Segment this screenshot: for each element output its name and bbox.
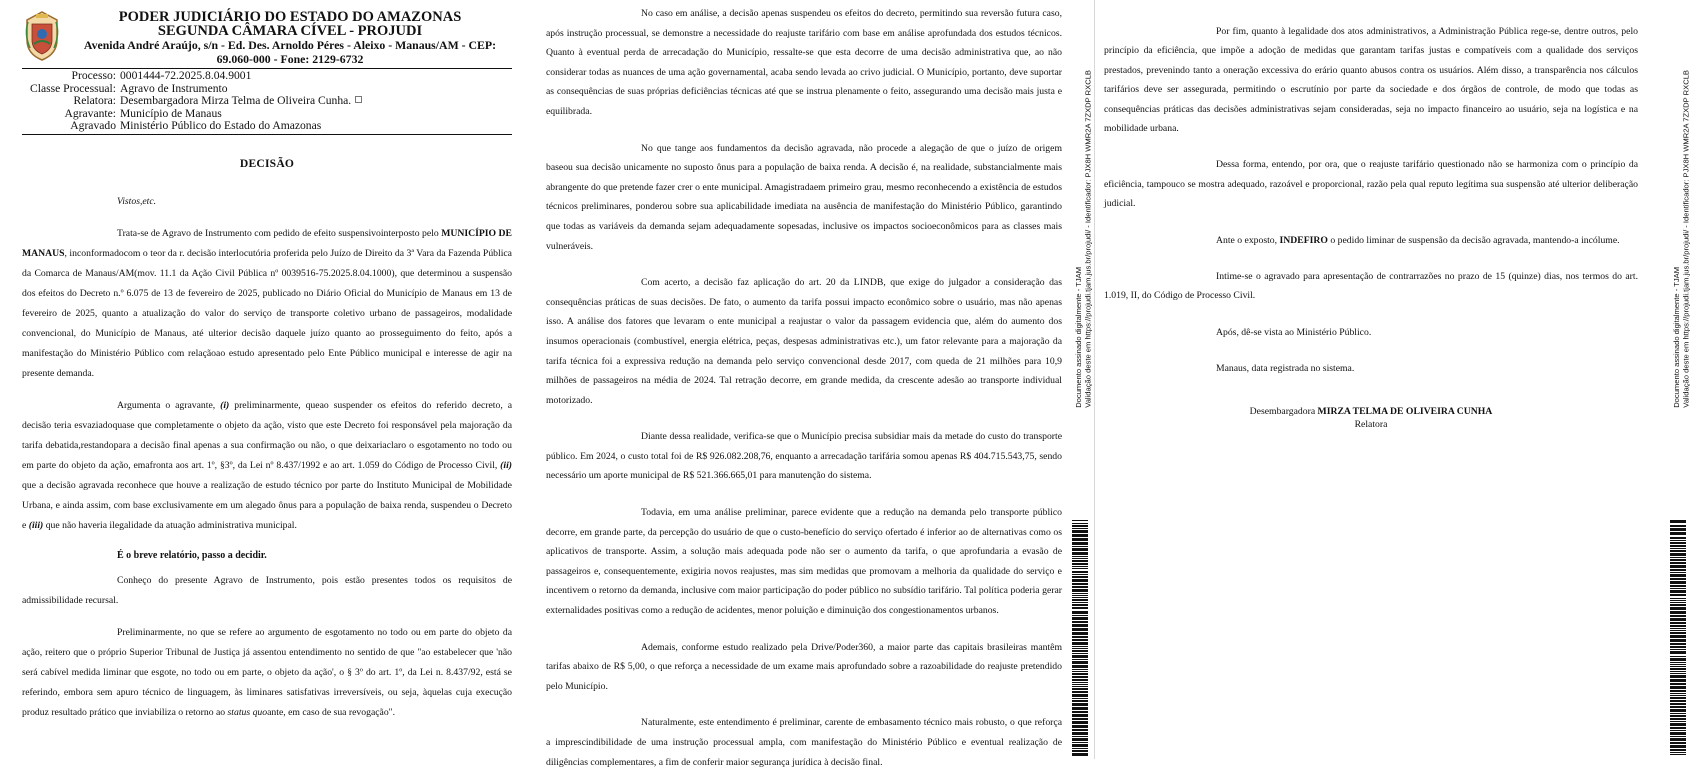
barcode-bar: [1670, 622, 1686, 624]
case-info-value: Agravo de Instrumento: [120, 81, 228, 95]
case-info-row: [22, 95, 512, 108]
barcode-bar: [1072, 721, 1088, 724]
barcode-bar: [1072, 599, 1088, 601]
barcode-bar: [1670, 675, 1686, 678]
amazonas-coat-of-arms-icon: [22, 10, 62, 62]
barcode-bar: [1670, 569, 1686, 571]
barcode-bar: [1670, 562, 1686, 564]
paragraph: Naturalmente, este entendimento é preliminar, carente de embasamento técnico mais robusto, o que reforça a imprescindibilidade de uma instrução processual ampla, com manifestação do Ministério Público e eventual realização de diligências complementares, a fim de conferir maior segurança jurídica à decisão final.: [546, 717, 1062, 768]
paragraph: Por fim, quanto à legalidade dos atos administrativos, a Administração Pública rege-se, dentre outros, pelo princípio da eficiência, que impõe a adoção de medidas que garantam tarifas justas e compatíveis com a qualidade dos serviços prestados, prevenindo tanto a oneração excessiva do erário quanto abusos contra os usuários. Além disso, a transparência nos cálculos tarifários deve ser assegurada, permitindo o escrutínio por parte da sociedade e dos órgãos de controle, de modo que todas as consequências práticas das decisões administrativas sejam consideradas, seja no impacto financeiro ao usuário, seja na logística e na mobilidade urbana.: [1104, 26, 1638, 135]
paragraph-text: Argumenta o agravante,: [117, 399, 216, 411]
barcode-bar: [1072, 593, 1088, 594]
barcode-bar: [1670, 679, 1686, 682]
barcode-icon: [1072, 520, 1088, 755]
barcode-bar: [1670, 572, 1686, 573]
barcode-bar: [1670, 721, 1686, 722]
case-info-value: Ministério Público do Estado do Amazonas: [120, 119, 322, 133]
barcode-bar: [1072, 621, 1088, 623]
barcode-bar: [1072, 669, 1088, 670]
paragraph-text: que não haveria ilegalidade da atuação administrativa municipal.: [45, 519, 297, 531]
barcode-bar: [1072, 597, 1088, 598]
barcode-bar: [1670, 742, 1686, 744]
stamp-line: Documento assinado digitalmente - TJAM: [1672, 266, 1681, 408]
paragraph: No que tange aos fundamentos da decisão agravada, não procede a alegação de que o juízo de origem baseou sua decisão unicamente no suposto ônus para a população de baixa renda. A decisão é, na realidade, substancialmente mais abrangente do que pretende fazer crer o ente municipal. Amagistradaem primeiro grau, mesmo reconhecendo a existência de estudos técnicos preliminares, ponderou sobre sua aplicabilidade imediata na ausência de manifestação do Ministério Público, garantindo que todas as variáveis da demanda sejam adequadamente sopesadas, inclusive os impactos socioeconômicos para as classes mais vulneráveis.: [546, 142, 1062, 252]
barcode-bar: [1670, 700, 1686, 702]
barcode-bar: [1072, 718, 1088, 720]
paragraph-text: que a decisão agravada reconhece que houve a realização de estudo técnico por parte do Instituto Municipal de Mobilidade Urbana, e ainda assim, com base exclusivamente em um alegado ônus para a população de baixa renda, suspendeu o Decreto e: [22, 479, 512, 531]
barcode-bar: [1072, 558, 1088, 559]
barcode-bar: [1670, 668, 1686, 670]
barcode-bar: [1072, 632, 1088, 635]
case-info-divider: [22, 134, 512, 135]
barcode-bar: [1072, 707, 1088, 710]
barcode-bar: [1072, 661, 1088, 664]
barcode-bar: [1072, 686, 1088, 687]
barcode-bar: [1670, 639, 1686, 642]
paragraph-text: ante, em caso de sua revogação".: [267, 706, 396, 718]
barcode-bar: [1072, 538, 1088, 541]
barcode-bar: [1670, 723, 1686, 726]
case-info-label: Processo:: [71, 69, 116, 82]
barcode-bar: [1072, 530, 1088, 533]
paragraph: Diante dessa realidade, verifica-se que o Município precisa subsidiar mais da metade do custo do transporte público. Em 2024, o custo total foi de R$ 926.082.208,76, enquanto a arrecadação tarifária somou apenas R$ 404.715.543,75, sendo necessário um aporte municipal de R$ 521.366.665,01 para manutenção do sistema.: [546, 431, 1062, 482]
barcode-bar: [1670, 550, 1686, 552]
barcode-bar: [1072, 566, 1088, 567]
barcode-bar: [1072, 748, 1088, 749]
barcode-bar: [1670, 649, 1686, 650]
barcode-bar: [1670, 671, 1686, 672]
barcode-bar: [1670, 690, 1686, 692]
chamber-name: SEGUNDA CÂMARA CÍVEL - PROJUDI: [157, 23, 423, 39]
stamp-line: Documento assinado digitalmente - TJAM: [1074, 266, 1083, 408]
barcode-bar: [1670, 686, 1686, 689]
barcode-bar: [1670, 695, 1686, 696]
barcode-bar: [1072, 646, 1088, 647]
barcode-bar: [1072, 583, 1088, 585]
barcode-bar: [1072, 653, 1088, 654]
barcode-bar: [1670, 754, 1686, 755]
signatory-name: MIRZA TELMA DE OLIVEIRA CUNHA: [1317, 405, 1493, 417]
case-info-value: 0001444-72.2025.8.04.9001: [120, 69, 252, 82]
barcode-bar: [1670, 625, 1686, 627]
barcode-bar: [1670, 594, 1686, 596]
case-info-value: Município de Manaus: [120, 106, 222, 120]
barcode-bar: [1670, 683, 1686, 685]
barcode-bar: [1072, 523, 1088, 524]
document-page-1: [0, 0, 520, 759]
barcode-bar: [1072, 659, 1088, 660]
barcode-bar: [1072, 729, 1088, 731]
barcode-bar: [1670, 574, 1686, 577]
barcode-bar: [1670, 646, 1686, 648]
paragraph: Após, dê-se vista ao Ministério Público.: [1216, 326, 1372, 338]
barcode-bar: [1072, 732, 1088, 735]
barcode-bar: [1072, 636, 1088, 638]
barcode-bar: [1670, 630, 1686, 631]
barcode-bar: [1072, 671, 1088, 672]
barcode-bar: [1670, 615, 1686, 617]
party-name: MUNICÍPIO DE MANAUS: [22, 227, 512, 259]
barcode-bar: [1072, 691, 1088, 693]
case-info-value-wrap: [120, 95, 362, 108]
barcode-bar: [1670, 559, 1686, 561]
barcode-bar: [1670, 635, 1686, 638]
barcode-bar: [1072, 639, 1088, 641]
barcode-bar: [1072, 586, 1088, 588]
barcode-bar: [1670, 736, 1686, 737]
signature-block: [1104, 405, 1638, 431]
barcode-bar: [1670, 600, 1686, 601]
barcode-bar: [1670, 598, 1686, 599]
document-page-2: [530, 0, 1068, 768]
paragraph: Com acerto, a decisão faz aplicação do art. 20 da LINDB, que exige do julgador a consideração das consequências práticas de suas decisões. De fato, o aumento da tarifa possui impacto econômico sobre o usuário, mas não apenas isso. A análise dos fatores que levaram o ente municipal a reajustar o valor da passagem evidencia que, além do aumento dos insumos operacionais (combustível, energia elétrica, peças, despesas administrativas etc.), um fator relevante para a majoração da tarifa técnica foi a expressiva redução na demanda pelo serviço convencional desde 2017, com queda de 21 milhões para 10,9 milhões de passageiros na média de 2024. Tal retração decorre, em grande medida, da crescente adesão ao transporte individual motorizado.: [546, 277, 1062, 406]
latin-term: status quo: [227, 706, 268, 718]
barcode-bar: [1072, 528, 1088, 529]
barcode-bar: [1670, 656, 1686, 657]
barcode-bar: [1670, 611, 1686, 614]
barcode-bar: [1072, 563, 1088, 565]
case-info-label: Relatora:: [73, 94, 116, 108]
barcode-bar: [1072, 615, 1088, 616]
barcode-bar: [1670, 732, 1686, 735]
item-marker: (ii): [500, 459, 513, 471]
paragraph-text: preliminarmente, queao suspender os efeitos do referido decreto, a decisão teria esvaziadoquase que completamente o objeto da ação, visto que este Decreto foi responsável pela majoração da tarifa debatida,restandopara a decisão final apenas a sua confirmação ou não, o que deixariaclaro o esgotamento no todo ou em parte do objeto da ação, emafronta aos art. 1º, §3º, da Lei nº 8.437/1992 e ao art. 1.059 do Código de Processo Civil,: [22, 399, 512, 471]
barcode-bar: [1072, 548, 1088, 551]
signature-prefix: Desembargadora: [1249, 405, 1316, 417]
barcode-bar: [1072, 520, 1088, 521]
paragraph: Ademais, conforme estudo realizado pela Drive/Poder360, a maior parte das capitais brasileiras mantêm tarifas abaixo de R$ 5,00, o que reforça a necessidade de um exame mais aprofundado sobre a razoabilidade do reajuste pretendido pelo Município.: [546, 641, 1062, 692]
page-divider: [1094, 0, 1095, 759]
barcode-bar: [1072, 642, 1088, 645]
paragraph-text: Preliminarmente, no que se refere ao argumento de esgotamento no todo ou em parte do objeto da ação, reitero que o próprio Superior Tribunal de Justiça já assentou entendimento no sentido de que "ao estabelecer que 'não será cabível medida liminar que esgote, no todo ou em parte, o objeto da ação', o § 3º do art. 1º, da Lei n. 8.437/92, está se referindo, embora sem apuro técnico de linguagem, às liminares satisfativas irreversíveis, ou seja, àquelas cuja execução produz resultado prático que inviabiliza o retorno ao: [22, 626, 512, 718]
barcode-bar: [1670, 590, 1686, 593]
paragraph-text: , inconformadocom o teor da r. decisão interlocutória proferida pelo Juízo de Direito da 3ª Vara da Fazenda Pública da Comarca de Manaus/AM(mov. 11.1 da Ação Civil Pública nº 0039516-75.2025.8.04.1000), que determinou a suspensão dos efeitos do Decreto n.º 6.075 de 13 de fevereiro de 2025, publicado no Diário Oficial do Município de Manaus em 13 de fevereiro de 2025, quanto a atualização do valor do serviço de transporte coletivo urbano de passageiros, modalidade convencional, do Município de Manaus, até ulterior decisão daquele juízo quanto ao prosseguimento do feito, após a manifestação do Ministério Público com relaçãoao estudo apresentado pelo Ente Público municipal e interesse de agir na presente demanda.: [22, 247, 512, 379]
barcode-bar: [1072, 579, 1088, 582]
paragraph: Intime-se o agravado para apresentação de contrarrazões no prazo de 15 (quinze) dias, nos termos do art. 1.019, II, do Código de Processo Civil.: [1104, 271, 1638, 302]
barcode-bar: [1072, 703, 1088, 706]
barcode-bar: [1670, 548, 1686, 549]
barcode-bar: [1670, 542, 1686, 544]
barcode-bar: [1670, 581, 1686, 584]
barcode-bar: [1670, 588, 1686, 589]
paragraph: Dessa forma, entendo, por ora, que o reajuste tarifário questionado não se harmoniza com o princípio da eficiência, tampouco se mostra adequado, razoável e proporcional, razão pela qual reputo legítima sua suspensão até ulterior deliberação judicial.: [1104, 159, 1638, 210]
barcode-bar: [1670, 706, 1686, 708]
digital-signature-stamp: [1074, 70, 1093, 408]
stamp-line: Validação deste em https://projudi.tjam.jus.br/projudi/ - Identificador: PJX8H WMR2A 7ZXDP RXCLB: [1681, 70, 1691, 408]
case-info-label: Classe Processual:: [30, 81, 116, 95]
paragraph: Conheço do presente Agravo de Instrumento, pois estão presentes todos os requisitos de admissibilidade recursal.: [22, 574, 512, 606]
barcode-bar: [1670, 738, 1686, 741]
barcode-bar: [1670, 604, 1686, 606]
paragraph: [22, 224, 512, 384]
stamp-line: Validação deste em https://projudi.tjam.jus.br/projudi/ - Identificador: PJX8H WMR2A 7ZXDP RXCLB: [1083, 70, 1093, 408]
paragraph: Manaus, data registrada no sistema.: [1216, 363, 1355, 375]
barcode-bar: [1670, 693, 1686, 694]
paragraph: [22, 623, 512, 723]
barcode-bar: [1072, 742, 1088, 743]
barcode-bar: [1670, 632, 1686, 634]
barcode-bar: [1072, 694, 1088, 697]
barcode-bar: [1670, 553, 1686, 556]
barcode-bar: [1670, 745, 1686, 748]
signature-marker-icon: [355, 96, 362, 103]
barcode-bar: [1072, 700, 1088, 702]
barcode-bar: [1072, 682, 1088, 683]
paragraph: [22, 192, 512, 212]
paragraph-text: Trata-se de Agravo de Instrumento com pedido de efeito suspensivointerposto pelo: [117, 227, 439, 239]
barcode-bar: [1670, 666, 1686, 667]
court-zip-phone: 69.060-000 - Fone: 2129-6732: [216, 52, 364, 66]
paragraph-text: o pedido liminar de suspensão da decisão agravada, mantendo-a incólume.: [1330, 234, 1620, 246]
barcode-bar: [1072, 688, 1088, 690]
barcode-bar: [1072, 576, 1088, 578]
barcode-bar: [1670, 540, 1686, 541]
barcode-bar: [1072, 750, 1088, 752]
barcode-bar: [1072, 534, 1088, 537]
barcode-bar: [1670, 525, 1686, 527]
barcode-bar: [1072, 607, 1088, 609]
barcode-bar: [1670, 557, 1686, 558]
item-marker: (i): [220, 399, 230, 411]
paragraph: No caso em análise, a decisão apenas suspendeu os efeitos do decreto, permitindo sua reversão futura caso, após instrução processual, se demonstre a necessidade do reajuste tarifário com base em análise aprofundada dos estudos técnicos. Quanto à eventual perda de arrecadação do Município, ressalte-se que esta decorre de uma decisão administrativa que, ao não considerar todas as nuances de uma ação governamental, acaba sendo levada ao crivo judicial. O Município, portanto, deve suportar as consequências de suas próprias deficiências técnicas até que se instrua plenamente o feito, assegurando uma decisão mais justa e equilibrada.: [546, 8, 1062, 117]
signatory-role: Relatora: [1354, 418, 1388, 430]
barcode-bar: [1670, 532, 1686, 535]
court-name: PODER JUDICIÁRIO DO ESTADO DO AMAZONAS: [118, 9, 462, 25]
barcode-bar: [1072, 542, 1088, 545]
barcode-bar: [1072, 753, 1088, 756]
barcode-bar: [1670, 628, 1686, 629]
barcode-bar: [1072, 628, 1088, 631]
section-heading: É o breve relatório, passo a decidir.: [117, 549, 267, 561]
barcode-bar: [1072, 676, 1088, 678]
barcode-bar: [1670, 565, 1686, 568]
barcode-bar: [1072, 665, 1088, 668]
barcode-bar: [1670, 703, 1686, 705]
barcode-bar: [1072, 568, 1088, 569]
barcode-bar: [1670, 545, 1686, 547]
case-info: [22, 70, 512, 133]
barcode-bar: [1670, 730, 1686, 731]
case-info-label: Agravado: [70, 119, 116, 133]
barcode-bar: [1670, 752, 1686, 753]
barcode-bar: [1072, 617, 1088, 620]
barcode-bar: [1670, 643, 1686, 645]
barcode-bar: [1072, 711, 1088, 713]
barcode-bar: [1072, 602, 1088, 603]
barcode-bar: [1072, 725, 1088, 728]
paragraph-text: Ante o exposto,: [1216, 234, 1278, 246]
barcode-bar: [1670, 718, 1686, 720]
barcode-bar: [1670, 727, 1686, 729]
decision-title: DECISÃO: [239, 156, 295, 170]
barcode-bar: [1072, 624, 1088, 627]
barcode-bar: [1670, 528, 1686, 531]
barcode-bar: [1072, 574, 1088, 575]
barcode-bar: [1072, 679, 1088, 681]
barcode-bar: [1072, 560, 1088, 562]
barcode-bar: [1670, 662, 1686, 663]
barcode-bar: [1072, 571, 1088, 573]
ruling-keyword: INDEFIRO: [1279, 234, 1328, 246]
case-info-row: [22, 70, 512, 83]
barcode-bar: [1072, 604, 1088, 606]
court-header: [22, 10, 512, 66]
paragraph-text: Vistos,etc.: [117, 195, 157, 207]
barcode-bar: [1072, 595, 1088, 596]
court-address: Avenida André Araújo, s/n - Ed. Des. Arnoldo Péres - Aleixo - Manaus/AM - CEP:: [83, 38, 497, 52]
barcode-bar: [1670, 585, 1686, 587]
barcode-icon: [1670, 520, 1686, 755]
barcode-bar: [1072, 552, 1088, 555]
barcode-bar: [1670, 715, 1686, 717]
barcode-bar: [1072, 648, 1088, 649]
signature-line: [1104, 405, 1638, 418]
barcode-bar: [1072, 525, 1088, 527]
paragraph: [1104, 231, 1638, 250]
barcode-bar: [1072, 655, 1088, 658]
barcode-bar: [1072, 684, 1088, 685]
case-info-value: Desembargadora Mirza Telma de Oliveira Cunha.: [120, 94, 352, 108]
case-info-label: Agravante:: [64, 106, 116, 120]
barcode-bar: [1670, 618, 1686, 621]
document-page-3: [1096, 0, 1644, 759]
barcode-bar: [1670, 607, 1686, 610]
barcode-bar: [1072, 738, 1088, 741]
case-info-row: [22, 120, 512, 133]
barcode-bar: [1072, 698, 1088, 699]
barcode-bar: [1072, 673, 1088, 675]
barcode-bar: [1670, 602, 1686, 603]
barcode-bar: [1670, 664, 1686, 665]
barcode-bar: [1072, 736, 1088, 737]
item-marker: (iii): [28, 519, 44, 531]
barcode-bar: [1670, 697, 1686, 699]
paragraph: Todavia, em uma análise preliminar, parece evidente que a redução na demanda pelo transporte público decorre, em grande parte, da percepção do usuário de que o custo-benefício do serviço ofertado é inferior ao de alternativas como os aplicativos de transporte. Assim, a solução mais adequada pode não ser o aumento da tarifa, o que aprofundaria a evasão de passageiros e, consequentemente, exigiria novos reajustes, mas sim medidas que promovam a melhoria da qualidade do serviço e incentivem o retorno da demanda, inclusive com maior participação do poder público no subsídio tarifário. Tal política poderia gerar externalidades positivas como a redução de acidentes, menor poluição e diminuição dos congestionamentos urbanos.: [546, 507, 1062, 617]
barcode-bar: [1670, 749, 1686, 751]
barcode-bar: [1072, 589, 1088, 592]
barcode-bar: [1670, 709, 1686, 712]
paragraph: [22, 396, 512, 536]
barcode-bar: [1072, 556, 1088, 557]
barcode-bar: [1072, 744, 1088, 747]
barcode-bar: [1072, 546, 1088, 547]
barcode-bar: [1072, 650, 1088, 652]
barcode-bar: [1670, 537, 1686, 539]
barcode-bar: [1670, 673, 1686, 674]
barcode-bar: [1670, 651, 1686, 654]
barcode-bar: [1670, 713, 1686, 714]
digital-signature-stamp: [1672, 70, 1691, 408]
barcode-bar: [1072, 611, 1088, 614]
barcode-bar: [1670, 520, 1686, 523]
barcode-bar: [1670, 658, 1686, 661]
barcode-bar: [1670, 578, 1686, 580]
barcode-bar: [1072, 714, 1088, 717]
